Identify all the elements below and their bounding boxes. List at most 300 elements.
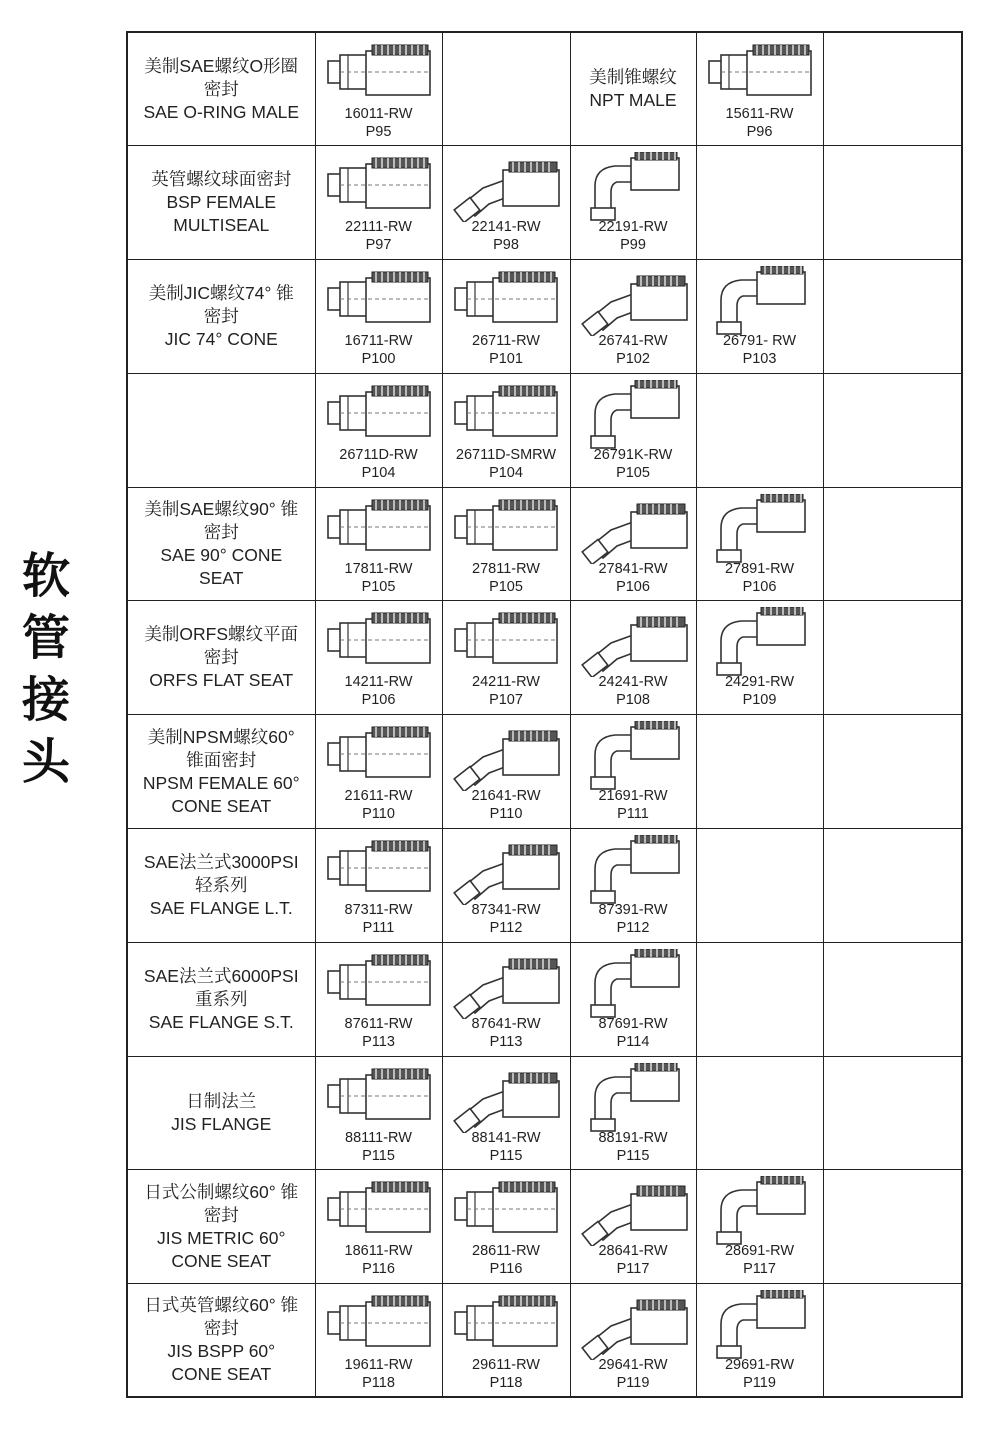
- label-cell: [127, 373, 315, 487]
- catalog-cell: [823, 1284, 962, 1398]
- page-reference: P100: [361, 351, 396, 368]
- fitting-entry: [316, 829, 442, 941]
- hose-fitting-elbow45-icon: [581, 494, 689, 564]
- catalog-cell: [823, 146, 962, 260]
- label-line: SEAT: [199, 568, 244, 589]
- hose-fitting-elbow45-icon: [581, 1176, 689, 1246]
- fitting-entry: [443, 488, 570, 600]
- page-reference: P118: [489, 1375, 523, 1392]
- fitting-entry: [316, 1170, 442, 1282]
- page-reference: P96: [746, 124, 773, 140]
- catalog-cell: [570, 1284, 696, 1398]
- page-reference: P117: [616, 1261, 650, 1278]
- catalog-row: [127, 1170, 962, 1284]
- fitting-entry: [316, 1284, 442, 1396]
- label-line: 重系列: [195, 988, 248, 1009]
- connection-label: [128, 1284, 315, 1396]
- part-number: 87391-RW: [598, 902, 668, 919]
- part-number: 88111-RW: [345, 1129, 412, 1146]
- catalog-cell: [696, 829, 823, 943]
- part-number: 14211-RW: [344, 674, 413, 691]
- catalog-cell: [696, 1170, 823, 1284]
- label-line: 密封: [203, 1318, 239, 1339]
- catalog-cell: [823, 260, 962, 374]
- page-reference: P108: [616, 692, 650, 709]
- label-line: 英管螺纹球面密封: [151, 169, 292, 190]
- fitting-entry: [316, 33, 442, 145]
- part-number: 24291-RW: [724, 674, 795, 691]
- catalog-cell: [315, 601, 442, 715]
- hose-fitting-straight-icon: [326, 1290, 434, 1360]
- hose-fitting-elbow45-icon: [453, 152, 561, 222]
- catalog-cell: [315, 487, 442, 601]
- page-reference: P105: [361, 578, 396, 595]
- part-number: 87611-RW: [344, 1015, 413, 1032]
- catalog-cell: [570, 1056, 696, 1170]
- catalog-cell: [570, 1170, 696, 1284]
- hose-fitting-straight-icon: [326, 152, 434, 222]
- hose-fitting-elbow90-icon: [581, 949, 689, 1019]
- part-number: 29611-RW: [472, 1357, 540, 1374]
- catalog-cell: [823, 942, 962, 1056]
- page-reference: P117: [743, 1261, 776, 1278]
- catalog-cell: [315, 942, 442, 1056]
- fitting-entry: [697, 260, 823, 372]
- catalog-cell: [442, 260, 570, 374]
- hose-fitting-elbow45-icon: [581, 266, 689, 336]
- part-number: 28691-RW: [724, 1243, 795, 1260]
- catalog-cell: [315, 373, 442, 487]
- connection-label: [128, 488, 315, 601]
- hose-fitting-straight-icon: [326, 1063, 434, 1133]
- part-number: 29691-RW: [724, 1357, 795, 1374]
- catalog-cell: [570, 373, 696, 487]
- catalog-cell: [696, 942, 823, 1056]
- page-reference: P113: [489, 1033, 523, 1050]
- fitting-entry: [316, 1057, 442, 1169]
- label-cell: [127, 1056, 315, 1170]
- page-reference: P116: [362, 1261, 395, 1278]
- hose-fitting-elbow45-icon: [453, 949, 561, 1019]
- part-number: 24241-RW: [598, 674, 668, 691]
- page-reference: P119: [616, 1375, 650, 1392]
- part-number: 26711-RW: [472, 333, 540, 350]
- part-number: 26741-RW: [598, 333, 668, 350]
- part-number: 15611-RW: [725, 106, 794, 122]
- page-reference: P106: [361, 692, 396, 709]
- catalog-row: [127, 32, 962, 146]
- connection-label: [128, 146, 315, 259]
- hose-fitting-elbow90-icon: [707, 1290, 815, 1360]
- catalog-row: [127, 1056, 962, 1170]
- catalog-cell: [823, 715, 962, 829]
- label-line: 美制锥螺纹: [589, 67, 677, 88]
- catalog-cell: [442, 601, 570, 715]
- label-line: 美制SAE螺纹O形圈: [144, 55, 299, 76]
- part-number: 17811-RW: [344, 560, 413, 577]
- hose-fitting-elbow90-icon: [581, 380, 689, 450]
- part-number: 88191-RW: [598, 1129, 668, 1146]
- catalog-cell: [696, 1056, 823, 1170]
- connection-label: [128, 601, 315, 714]
- label-cell: [127, 487, 315, 601]
- label-cell: [127, 829, 315, 943]
- hose-fitting-straight-icon: [453, 1176, 561, 1246]
- label-cell: [127, 146, 315, 260]
- connection-label: [128, 1057, 315, 1170]
- hose-fitting-straight-icon: [326, 380, 434, 450]
- fitting-entry: [316, 374, 442, 486]
- label-line: SAE FLANGE S.T.: [148, 1011, 294, 1032]
- label-line: 美制JIC螺纹74° 锥: [148, 282, 294, 303]
- fitting-entry: [316, 715, 442, 827]
- connection-label: [128, 1170, 315, 1283]
- fitting-entry: [697, 488, 823, 600]
- fitting-entry: [316, 260, 442, 372]
- page-reference: P109: [742, 692, 777, 709]
- label-line: JIS METRIC 60°: [156, 1227, 286, 1248]
- catalog-cell: [570, 260, 696, 374]
- label-line: MULTISEAL: [173, 215, 270, 236]
- catalog-row: [127, 715, 962, 829]
- fitting-entry: [443, 260, 570, 372]
- catalog-cell: [570, 829, 696, 943]
- catalog-cell: [442, 829, 570, 943]
- page-reference: P112: [616, 920, 650, 937]
- connection-label: [128, 260, 315, 373]
- part-number: 21611-RW: [344, 788, 413, 805]
- page-reference: P111: [362, 920, 395, 937]
- catalog-cell: [696, 373, 823, 487]
- connection-label: [128, 33, 315, 145]
- label-cell: [127, 32, 315, 146]
- label-line: 密封: [203, 78, 239, 99]
- hose-fitting-elbow90-icon: [581, 835, 689, 905]
- catalog-cell: [570, 601, 696, 715]
- hose-fitting-elbow90-icon: [581, 721, 689, 791]
- label-cell: [127, 1284, 315, 1398]
- part-number: 21691-RW: [598, 788, 668, 805]
- label-line: 密封: [203, 647, 239, 668]
- fitting-entry: [443, 1170, 570, 1282]
- catalog-cell: [442, 32, 570, 146]
- catalog-cell: [823, 829, 962, 943]
- label-line: 锥面密封: [186, 749, 257, 770]
- label-cell: [127, 601, 315, 715]
- fitting-entry: [571, 715, 696, 827]
- catalog-row: [127, 829, 962, 943]
- catalog-cell: [696, 715, 823, 829]
- connection-label: [128, 829, 315, 942]
- hose-fitting-straight-icon: [453, 494, 561, 564]
- hose-fitting-elbow90-icon: [707, 266, 815, 336]
- fitting-entry: [571, 829, 696, 941]
- catalog-row: [127, 1284, 962, 1398]
- label-cell: [127, 715, 315, 829]
- catalog-cell: [442, 942, 570, 1056]
- hose-fitting-straight-icon: [326, 721, 434, 791]
- part-number: 21641-RW: [471, 788, 541, 805]
- catalog-cell: [823, 373, 962, 487]
- catalog-cell: [315, 32, 442, 146]
- label-line: 美制NPSM螺纹60°: [147, 726, 295, 747]
- label-cell: [127, 942, 315, 1056]
- page-reference: P119: [743, 1375, 776, 1392]
- catalog-cell: [696, 32, 823, 146]
- page-reference: P103: [742, 351, 777, 368]
- part-number: 22191-RW: [598, 219, 668, 236]
- page-reference: P99: [620, 237, 646, 254]
- side-title-char: 管: [21, 610, 70, 666]
- hose-fitting-elbow90-icon: [707, 1176, 815, 1246]
- fitting-entry: [443, 829, 570, 941]
- hose-fitting-straight-icon: [453, 607, 561, 677]
- hose-fitting-straight-icon: [326, 266, 434, 336]
- page-reference: P118: [362, 1375, 395, 1392]
- part-number: 28641-RW: [598, 1243, 668, 1260]
- page-reference: P113: [362, 1033, 395, 1050]
- hose-fitting-elbow45-icon: [581, 1290, 689, 1360]
- catalog-cell: [570, 32, 696, 146]
- catalog-row: [127, 146, 962, 260]
- label-line: JIS FLANGE: [171, 1114, 272, 1135]
- label-line: 密封: [203, 522, 239, 543]
- fitting-entry: [316, 488, 442, 600]
- hose-fitting-straight-icon: [453, 266, 561, 336]
- catalog-cell: [315, 829, 442, 943]
- part-number: 18611-RW: [344, 1243, 413, 1260]
- hose-fitting-elbow90-icon: [581, 152, 689, 222]
- label-cell: [127, 1170, 315, 1284]
- part-number: 28611-RW: [472, 1243, 540, 1260]
- part-number: 19611-RW: [344, 1357, 413, 1374]
- fitting-entry: [571, 1170, 696, 1282]
- label-line: SAE FLANGE L.T.: [149, 897, 293, 918]
- page-reference: P98: [493, 237, 519, 254]
- catalog-cell: [315, 1170, 442, 1284]
- catalog-row: [127, 373, 962, 487]
- label-line: JIC 74° CONE: [164, 328, 278, 349]
- label-line: 美制ORFS螺纹平面: [144, 624, 299, 645]
- hose-fitting-elbow90-icon: [707, 494, 815, 564]
- label-line: 密封: [203, 1204, 239, 1225]
- page-reference: P106: [742, 578, 777, 595]
- catalog-cell: [442, 1056, 570, 1170]
- fittings-catalog-table: [126, 31, 963, 1398]
- hose-fitting-straight-icon: [326, 494, 434, 564]
- catalog-cell: [696, 487, 823, 601]
- connection-label: [128, 715, 315, 828]
- page-reference: P101: [489, 351, 523, 368]
- catalog-row: [127, 942, 962, 1056]
- part-number: 87341-RW: [471, 902, 541, 919]
- catalog-cell: [696, 1284, 823, 1398]
- catalog-cell: [442, 1284, 570, 1398]
- catalog-cell: [315, 715, 442, 829]
- fitting-entry: [443, 943, 570, 1055]
- fitting-entry: [697, 601, 823, 713]
- fitting-entry: [316, 146, 442, 258]
- label-line: CONE SEAT: [171, 1364, 272, 1385]
- catalog-cell: [315, 1056, 442, 1170]
- label-line: CONE SEAT: [171, 1250, 272, 1271]
- fitting-entry: [697, 1170, 823, 1282]
- part-number: 88141-RW: [471, 1129, 541, 1146]
- page-reference: P114: [616, 1033, 650, 1050]
- page-reference: P112: [489, 920, 523, 937]
- fitting-entry: [443, 374, 570, 486]
- fitting-entry: [571, 1057, 696, 1169]
- catalog-cell: [315, 260, 442, 374]
- part-number: 87641-RW: [471, 1015, 541, 1032]
- catalog-cell: [823, 1170, 962, 1284]
- part-number: 26791- RW: [722, 333, 797, 350]
- hose-fitting-elbow45-icon: [581, 607, 689, 677]
- label-line: 日式公制螺纹60° 锥: [144, 1181, 299, 1202]
- catalog-cell: [442, 373, 570, 487]
- part-number: 22111-RW: [345, 219, 412, 236]
- page-reference: P116: [489, 1261, 523, 1278]
- catalog-cell: [823, 1056, 962, 1170]
- fitting-entry: [316, 943, 442, 1055]
- page-reference: P110: [362, 806, 395, 823]
- part-number: 27891-RW: [724, 560, 795, 577]
- part-number: 87691-RW: [598, 1015, 668, 1032]
- catalog-cell: [696, 601, 823, 715]
- page-reference: P104: [361, 464, 396, 481]
- hose-fitting-straight-icon: [326, 835, 434, 905]
- label-line: CONE SEAT: [171, 795, 272, 816]
- fitting-entry: [443, 1057, 570, 1169]
- page-reference: P110: [489, 806, 523, 823]
- fitting-entry: [571, 1284, 696, 1396]
- fitting-entry: [443, 601, 570, 713]
- label-line: NPSM FEMALE 60°: [142, 772, 300, 793]
- hose-fitting-straight-icon: [707, 39, 815, 109]
- catalog-cell: [696, 146, 823, 260]
- catalog-row: [127, 260, 962, 374]
- catalog-cell: [442, 487, 570, 601]
- label-line: SAE法兰式3000PSI: [143, 851, 299, 872]
- catalog-cell: [823, 601, 962, 715]
- label-line: 日制法兰: [186, 1091, 257, 1112]
- fitting-entry: [571, 146, 696, 258]
- hose-fitting-elbow45-icon: [453, 1063, 561, 1133]
- part-number: 16711-RW: [344, 333, 413, 350]
- part-number: 26711D-RW: [339, 446, 418, 463]
- label-line: 日式英管螺纹60° 锥: [144, 1295, 299, 1316]
- catalog-cell: [570, 715, 696, 829]
- page-reference: P106: [616, 578, 650, 595]
- hose-fitting-elbow45-icon: [453, 835, 561, 905]
- fitting-entry: [571, 488, 696, 600]
- label-line: ORFS FLAT SEAT: [149, 670, 294, 691]
- catalog-cell: [696, 260, 823, 374]
- fitting-entry: [443, 715, 570, 827]
- hose-fitting-elbow45-icon: [453, 721, 561, 791]
- label-line: BSP FEMALE: [166, 192, 277, 213]
- part-number: 29641-RW: [598, 1357, 668, 1374]
- side-title: [20, 545, 72, 793]
- fitting-entry: [571, 943, 696, 1055]
- page-reference: P107: [489, 692, 523, 709]
- part-number: 26711D-SMRW: [455, 446, 557, 463]
- hose-fitting-straight-icon: [453, 380, 561, 450]
- label-line: 美制SAE螺纹90° 锥: [144, 499, 299, 520]
- page-reference: P111: [617, 806, 649, 823]
- page-reference: P115: [489, 1147, 523, 1164]
- page-reference: P104: [489, 464, 523, 481]
- hose-fitting-elbow90-icon: [707, 607, 815, 677]
- hose-fitting-straight-icon: [453, 1290, 561, 1360]
- catalog-row: [127, 601, 962, 715]
- fitting-entry: [571, 374, 696, 486]
- page-reference: P105: [616, 464, 650, 481]
- catalog-cell: [570, 942, 696, 1056]
- fitting-entry: [316, 601, 442, 713]
- fitting-entry: [697, 1284, 823, 1396]
- side-title-char: 头: [21, 734, 70, 790]
- label-line: 密封: [203, 305, 239, 326]
- catalog-cell: [570, 146, 696, 260]
- catalog-cell: [315, 146, 442, 260]
- label-line: 轻系列: [195, 874, 248, 895]
- catalog-cell: [570, 487, 696, 601]
- catalog-cell: [315, 1284, 442, 1398]
- catalog-row: [127, 487, 962, 601]
- page-reference: P102: [616, 351, 650, 368]
- label-line: JIS BSPP 60°: [167, 1341, 276, 1362]
- hose-fitting-straight-icon: [326, 949, 434, 1019]
- side-title-char: 软: [21, 548, 70, 604]
- catalog-cell: [823, 487, 962, 601]
- fitting-entry: [697, 33, 823, 145]
- connection-label: [128, 374, 315, 487]
- fitting-entry: [571, 601, 696, 713]
- page-reference: P97: [365, 237, 392, 254]
- page-reference: P105: [489, 578, 523, 595]
- fitting-entry: [571, 260, 696, 372]
- side-title-char: 接: [21, 672, 70, 728]
- hose-fitting-elbow90-icon: [581, 1063, 689, 1133]
- catalog-cell: [442, 715, 570, 829]
- page-reference: P115: [616, 1147, 650, 1164]
- fitting-entry: [443, 1284, 570, 1396]
- catalog-cell: [442, 146, 570, 260]
- page-reference: P115: [362, 1147, 395, 1164]
- page-reference: P95: [365, 124, 392, 140]
- hose-fitting-straight-icon: [326, 1176, 434, 1246]
- catalog-cell: [442, 1170, 570, 1284]
- part-number: 26791K-RW: [593, 446, 673, 463]
- part-number: 22141-RW: [471, 219, 541, 236]
- part-number: 16011-RW: [344, 106, 413, 122]
- hose-fitting-straight-icon: [326, 39, 434, 109]
- part-number: 27811-RW: [472, 560, 540, 577]
- fitting-entry: [443, 146, 570, 258]
- part-number: 24211-RW: [472, 674, 540, 691]
- label-line: NPT MALE: [589, 90, 677, 111]
- label-line: SAE O-RING MALE: [143, 101, 300, 122]
- label-cell: [127, 260, 315, 374]
- hose-fitting-straight-icon: [326, 607, 434, 677]
- part-number: 87311-RW: [344, 902, 413, 919]
- catalog-cell: [823, 32, 962, 146]
- connection-label: [128, 943, 315, 1056]
- connection-label: [571, 33, 696, 145]
- part-number: 27841-RW: [598, 560, 668, 577]
- label-line: SAE法兰式6000PSI: [143, 965, 299, 986]
